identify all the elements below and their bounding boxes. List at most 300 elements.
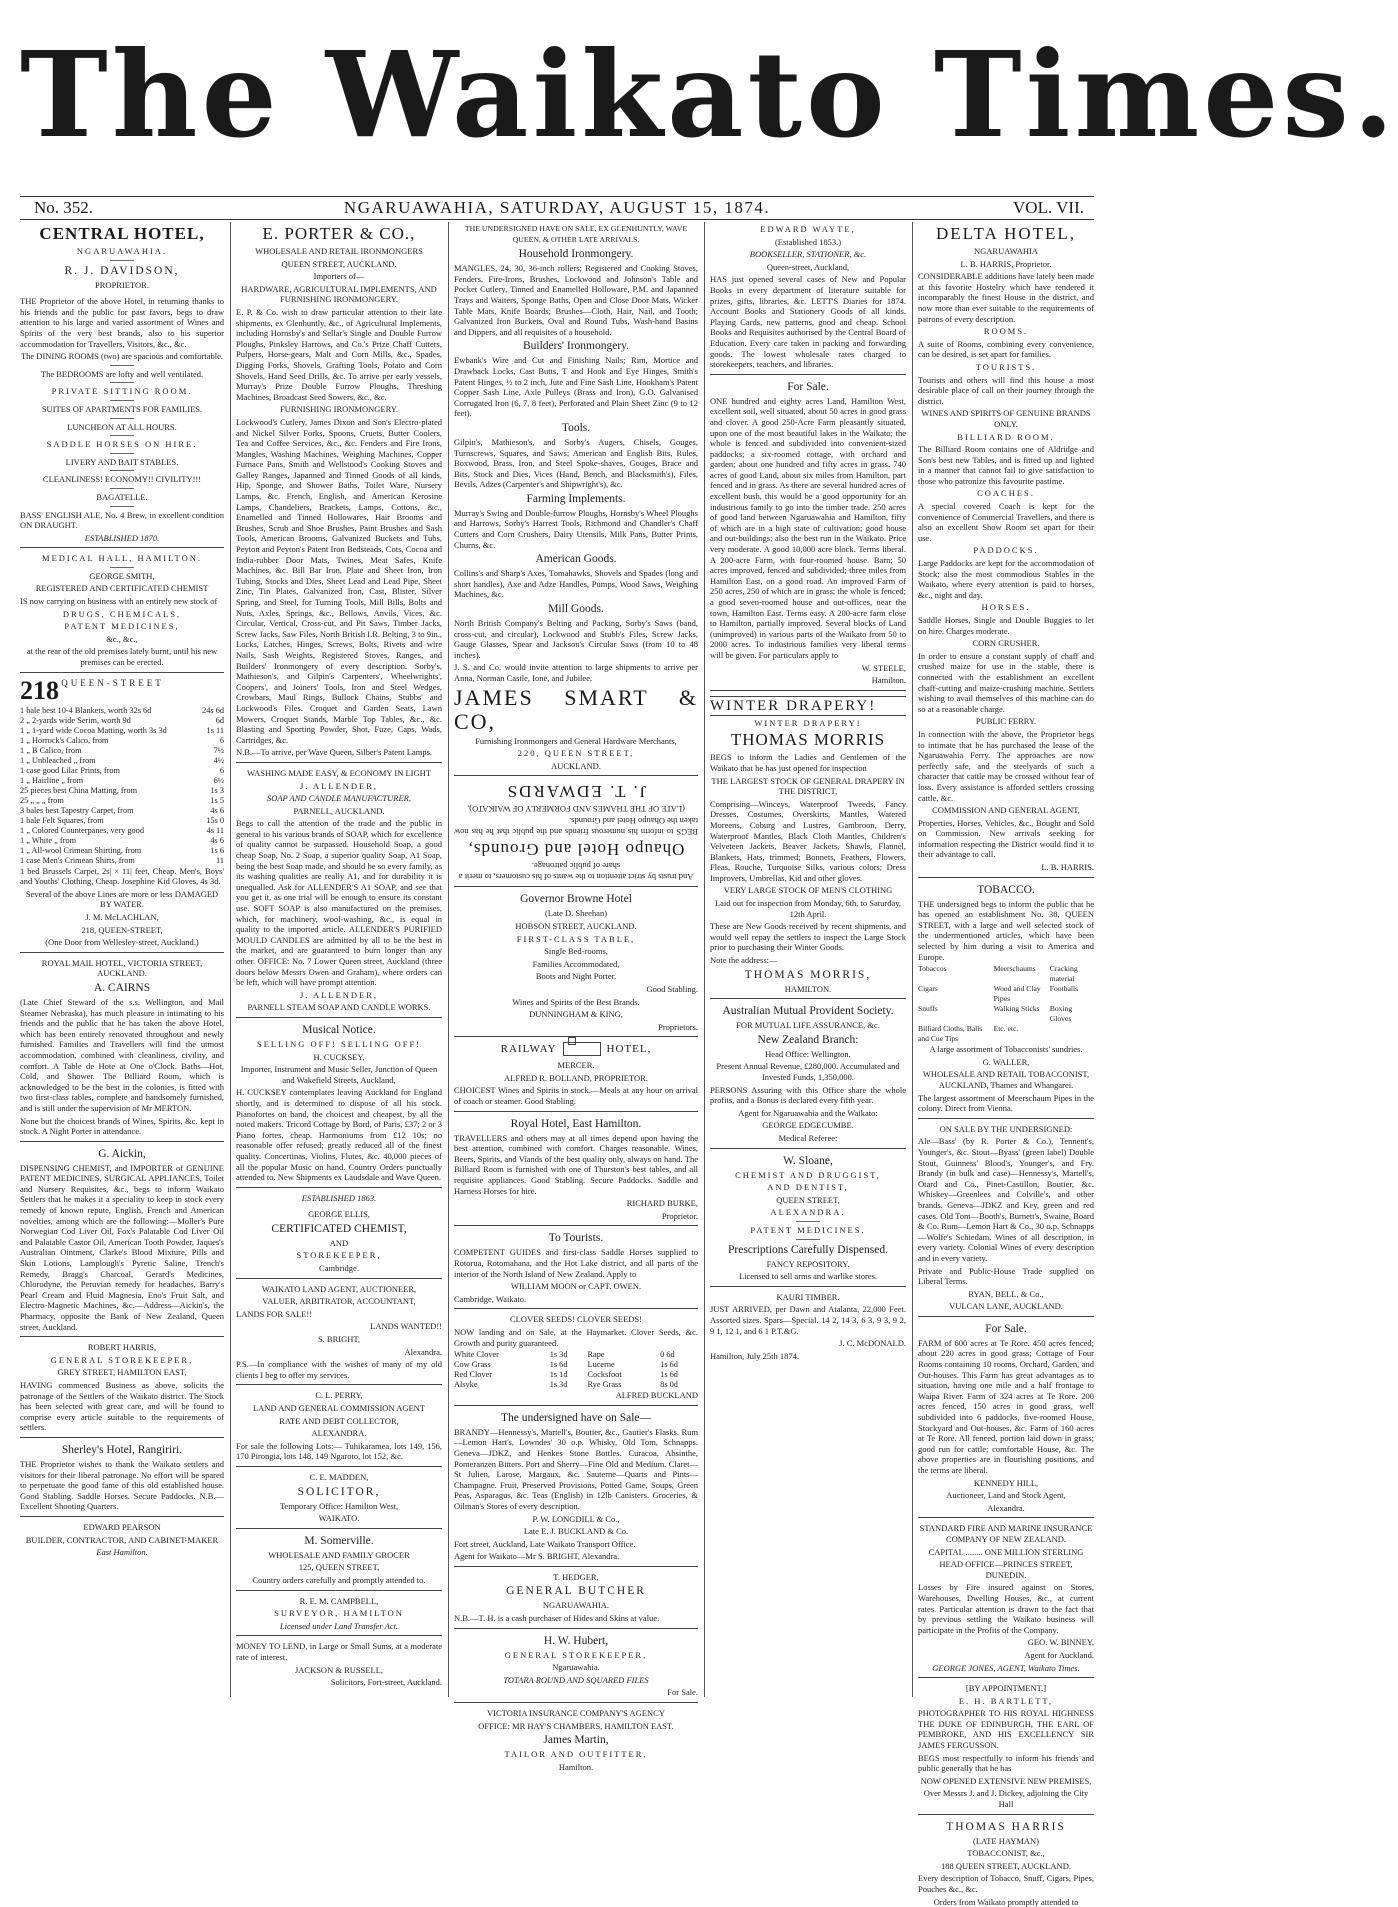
- morris-town: HAMILTON.: [784, 983, 832, 994]
- smith-body: IS now carrying on business with an entirely new stock of: [20, 596, 218, 607]
- central-hotel-established: ESTABLISHED 1870.: [84, 532, 160, 543]
- sloane-patent: PATENT MEDICINES.: [750, 1224, 866, 1235]
- wayte-name: EDWARD WAYTE,: [760, 224, 856, 234]
- sloane-dentist: AND DENTIST,: [767, 1182, 849, 1193]
- builders-body: Ewbank's Wire and Cut and Finishing Nails; Rim, Mortice and Drawback Locks, Cast Butts, T and Hook and Eye Hinges, Smith's Patent Hinges, ½ to 2 inch, Jute and Fine Sash Line, Hookham's Patent Copper Sash Line, Axle Pulleys (Brass and Iron), G.O. Galvanised Corrugated Iron (6, 7, 8 feet), Perforated and Plain Sheet Zinc (9 to 12 feet).: [454, 355, 698, 419]
- issue-date: NGARUAWAHIA, SATURDAY, AUGUST 15, 1874.: [343, 198, 771, 217]
- queen-street-row-cell: 1 „ All-wool Crimean Shirting, from: [20, 845, 142, 855]
- browne-address: HOBSON STREET, AUCKLAND.: [515, 920, 637, 931]
- royal-mail-heading: ROYAL MAIL HOTEL, VICTORIA STREET, AUCKLAND.: [41, 957, 203, 979]
- for-sale-town: Hamilton.: [871, 675, 906, 686]
- money-solicitors: Solicitors, Fort-street, Auckland.: [330, 1677, 442, 1688]
- james-smart-town: AUCKLAND.: [551, 760, 601, 771]
- queen-street-row-cell: 15s 0: [206, 815, 224, 825]
- delta-rooms-heading: ROOMS.: [983, 326, 1029, 337]
- american-heading: American Goods.: [535, 553, 617, 566]
- central-hotel-private: PRIVATE SITTING ROOM.: [51, 386, 193, 397]
- clover-row-cell: 1s 3d: [549, 1350, 568, 1360]
- pearson-address: East Hamilton.: [96, 1547, 148, 1558]
- queen-street-number: 218: [20, 675, 59, 705]
- hubert-for-sale: For Sale.: [667, 1687, 698, 1698]
- brady-agent: Agent for Waikato—Mr S. BRIGHT, Alexandra.: [454, 1551, 620, 1562]
- central-hotel-town: NGARUAWAHIA.: [76, 246, 168, 256]
- railway-body: CHOICEST Wines and Spirits in stock.—Meals at any hour on arrival of coach or steamer. Good Stabling.: [454, 1085, 698, 1107]
- perry-name: C. L. PERRY,: [315, 1390, 363, 1401]
- central-hotel-role: PROPRIETOR.: [95, 279, 149, 290]
- farm-role: Auctioneer, Land and Stock Agent,: [946, 1490, 1066, 1501]
- tobacco-row-cell: Cigars: [918, 984, 938, 994]
- campbell-role: SURVEYOR, HAMILTON: [274, 1608, 404, 1619]
- waller-role: WHOLESALE AND RETAIL TOBACCONIST, AUCKLAND, Thames and Whangarei.: [922, 1069, 1090, 1090]
- delta-billiard-heading: BILLIARD ROOM.: [957, 431, 1055, 442]
- kauri-signature: J. C. McDONALD.: [839, 1338, 906, 1349]
- queen-street-row-cell: 1 „ 1-yard wide Cocoa Matting, worth 3s 3d: [20, 725, 167, 735]
- waller-name: G. WALLER,: [982, 1056, 1030, 1067]
- thomas-harris-name: THOMAS HARRIS: [946, 1820, 1066, 1833]
- queen-street-row: [20, 796, 224, 806]
- locomotive-icon: [563, 1042, 601, 1056]
- perry-role: LAND AND GENERAL COMMISSION AGENT: [252, 1403, 426, 1413]
- amp-heading: Australian Mutual Provident Society.: [722, 1005, 894, 1018]
- music-selling-off: SELLING OFF! SELLING OFF!: [256, 1038, 422, 1049]
- smith-name: GEORGE SMITH,: [89, 570, 155, 581]
- cucksey-name: H. CUCKSEY,: [313, 1051, 365, 1062]
- tobacco-row-cell: Snuffs: [918, 1004, 938, 1014]
- amp-income: Present Annual Revenue, £280,000. Accumulated and Invested Funds, 1,350,000.: [716, 1061, 900, 1082]
- household-heading: Household Ironmongery.: [518, 248, 634, 261]
- clover-row: [454, 1350, 698, 1360]
- column-rule: [448, 222, 449, 1697]
- delta-ferry: In connection with the above, the Proprietor begs to intimate that he has purchased the lease of the Ngaruawahia Ferry. The approaches are now perfectly safe, and the steelyards of such a character that cattle may be crossed without fear of loss. Every assistance is afforded settlers crossing cattle, &c.: [918, 728, 1094, 803]
- perry-town: ALEXANDRA.: [311, 1428, 367, 1439]
- queen-street-row-cell: 24s 6d: [202, 705, 224, 715]
- bartlett-tail: BEGS most respectfully to inform his friends and public generally that he has: [918, 1752, 1094, 1774]
- clover-row-cell: 1s 6d: [660, 1370, 678, 1380]
- morris-signature: THOMAS MORRIS,: [744, 968, 872, 981]
- martin-name: James Martin,: [543, 1734, 609, 1747]
- queen-street-row-cell: 1s 6: [210, 845, 224, 855]
- bright-wanted: LANDS WANTED!!: [370, 1321, 442, 1332]
- delta-horses-heading: HORSES.: [981, 602, 1031, 613]
- ellis-storekeeper: STOREKEEPER,: [296, 1250, 382, 1261]
- browne-wines: Wines and Spirits of the Best Brands.: [512, 996, 640, 1007]
- hubert-name: H. W. Hubert,: [543, 1634, 609, 1647]
- sloane-town: ALEXANDRA.: [770, 1207, 846, 1218]
- sloane-fancy: FANCY REPOSITORY.: [766, 1258, 850, 1269]
- delta-corn: In order to ensure a constant supply of chaff and crushed maize for use in the stable, there is connected with the establishment an excellent chaff-cutting and maize-crushing machine. Settlers wishing to avail themselves of this machine can do so at a reasonable charge.: [918, 650, 1094, 714]
- smith-role: REGISTERED AND CERTIFICATED CHEMIST: [35, 583, 209, 594]
- robert-harris-body: HAVING commenced Business as above, solicits the patronage of the Settlers of the Waikato district. The Stock has been selected with great care, and will be found to comprise every article suitable to the requirements of settlers.: [20, 1379, 224, 1433]
- delta-tourists-heading: TOURISTS.: [975, 361, 1037, 372]
- pearson-name: EDWARD PEARSON: [83, 1521, 161, 1532]
- thomas-harris-late: (LATE HAYMAN): [972, 1835, 1040, 1846]
- farm-signature: KENNEDY HILL,: [973, 1477, 1039, 1488]
- porter-body: E. P. & Co. wish to draw particular attention to their late shipments, ex Glenhuntly, &c., of Agricultural Implements, including Hornsby's and Sellar's Single and Double Furrow Ploughs, Pinksley Harrows, and Co.'s Prize Chaff Cutters, Pulpers, Horse-gears, Malt and Corn Mills, &c., Spades, Digging Forks, Shovels, Grafting Tools, Potato and Corn Shovels, Hand Seed Drills, &c. To arrive per early vessels, Murray's Prize Double Furrow Ploughs, Threshing Machines, Broadcast Seed Sowers, &c., &c.: [236, 306, 442, 402]
- issue-number: No. 352.: [34, 198, 94, 217]
- ohaupo-tail: And trusts by strict attention to the wants of his customers, to merit a share of public patronage.: [458, 861, 694, 883]
- tobacco-row: [918, 1024, 1094, 1044]
- railway-proprietor: ALFRED R. BOLLAND, PROPRIETOR.: [504, 1072, 648, 1083]
- wayte-established: (Established 1853.): [774, 236, 842, 247]
- james-smart-subheading: Furnishing Ironmongers and General Hardware Merchants,: [475, 735, 677, 746]
- newspaper-title: The Waikato Times.: [20, 25, 1398, 164]
- porter-address: QUEEN STREET, AUCKLAND.: [281, 258, 397, 269]
- tobacco-row-cell: Walking Sticks: [993, 1004, 1040, 1014]
- ellis-and: AND: [329, 1237, 349, 1248]
- hedger-town: NGARUAWAHIA.: [542, 1600, 610, 1611]
- amp-branch: New Zealand Branch:: [757, 1033, 859, 1046]
- central-hotel-suites: SUITES OF APARTMENTS FOR FAMILIES.: [41, 403, 203, 414]
- wayte-body: HAS just opened several cases of New and Popular Books in every department of literature suitable for prizes, gifts, libraries, &c. LETT'S Diaries for 1874. Account Books and Stationery Goods of all kinds. Playing Cards, new patterns, good and cheap. School Books and Requisites authorised by the Central Board of Education. Every care taken in packing and forwarding goods. The lowest wholesale rates charged to storekeepers, teachers, and libraries.: [710, 274, 906, 370]
- delta-coaches-heading: COACHES.: [977, 488, 1035, 499]
- brady-body: BRANDY—Hennessy's, Martell's, Boutier, &c., Gautier's Flasks. Rum—Lemon Hart's, Lowndes' 30 o.p. Whisky, Old Tom, Schnapps. Geneva—JDKZ, and Henkes Stone Bottles. Curacoa, Absinthe, Pomeranzen Bitters. Port and Sherry—Fine Old and Medium. Claret—St Julien, Larose, Margaux, &c. Sauterne—Quarts and Pints—Champagne. Fruit, Preserved Provisions, Potted Game, Soups, Green Peas, Asparagus, &c. Teas (English) in 12lb Canisters. Groceries, & Oilman's Stores of every description.: [454, 1426, 698, 1511]
- clover-row: [454, 1360, 698, 1370]
- brady-late: Late E. J. BUCKLAND & Co.: [523, 1526, 629, 1537]
- aickin-body: DISPENSING CHEMIST, and IMPORTER of GENUINE PATENT MEDICINES, SURGICAL APPLIANCES, Toilet and Nursery Requisites, &c., begs to inform Waikato Settlers that he makes it a speciality to keep in stock every remedy of known repute, English, French and American novelties, among which are the following:—Moller's Pure Norwegian Cod Liver Oil, Fox's Palatable Cod Liver Oil and Palatable Castor Oil, American Tooth Powder, Jaques's Australian Ointment, Clarke's Blood Mixture, Pills and Skin Lotions, Lamplough's Pyretic Saline, Trench's Remedy, Bragg's Charcoal, Gerard's Medicines, Chlorodyne, the Peruvian remedy for headaches, Barry's Pearl Cream and Fluid Magnesia, Eno's Fruit Salt, and Electro-Magnetic Machines, &c.—Address—Aickin's, the Pharmacy, opposite the Bank of New Zealand, Queen street, Auckland.: [20, 1162, 224, 1332]
- queen-street-row-cell: 4s 6: [210, 835, 224, 845]
- cucksey-role: Importer, Instrument and Music Seller, Junction of Queen and Wakefield Streets, Auckland,: [240, 1064, 438, 1085]
- delta-body: CONSIDERABLE additions have lately been made at this favorite Hostelry which have rendered it incomparably the finest House in the district, and now more than ever suitable to the requirements of patrons of every description.: [918, 271, 1094, 324]
- delta-ferry-heading: PUBLIC FERRY.: [975, 716, 1037, 727]
- standard-signature: GEO. W. BINNEY,: [1027, 1637, 1094, 1648]
- on-sale-heading: ON SALE BY THE UNDERSIGNED:: [939, 1123, 1073, 1134]
- clover-row-cell: 1s 3d: [549, 1380, 568, 1390]
- delta-rooms: A suite of Rooms, combining every convenience, can be desired, is set apart for families.: [918, 338, 1094, 360]
- money-body: MONEY TO LEND, in Large or Small Sums, at a moderate rate of interest.: [236, 1641, 442, 1662]
- central-hotel-saddle: SADDLE HORSES ON HIRE.: [46, 439, 198, 450]
- railway-town: MERCER.: [557, 1060, 595, 1071]
- wayte-address: Queen-street, Auckland,: [766, 261, 850, 272]
- railway-hotel-label: HOTEL,: [606, 1042, 652, 1055]
- queen-street-row-cell: 1 „ Unbleached „ from: [20, 755, 96, 765]
- railway-hotel-banner: [454, 1042, 698, 1056]
- clover-row-cell: 0 6d: [660, 1350, 675, 1360]
- on-sale-tail: Private and Public-House Trade supplied on Liberal Terms.: [918, 1265, 1094, 1287]
- morris-list: Comprising—Winceys, Waterproof Tweeds, Fancy Dresses, Costumes, Overskirts, Mantles, Watered Moreens, Coburg and Lustres, Gambroon, Derry, Waterproof Mantles, Black Cloth Mantles, Children's Velveteen Jackets, Beaver Jackets, Shawls, Flannel, Blankets, Hats, trimmed; Bonnets, Feathers, Flowers, Fleas, Rouche, Turquoise Silks, various colors; Dress Improvers, Umbrellas, Kid and other gloves.: [710, 798, 906, 883]
- column-1: [20, 224, 224, 1696]
- clover-row-cell: Rape: [587, 1350, 605, 1360]
- allender-name: J. ALLENDER,: [299, 780, 379, 791]
- porter-importers: Importers of—: [313, 271, 365, 282]
- martin-town: Hamilton.: [558, 1761, 594, 1772]
- amp-agent: Agent for Ngaruawahia and the Waikato:: [738, 1107, 878, 1118]
- perry-body: For sale the following Lots:— Tuhikaramea, lots 149, 156, 170 Pirongia, lots 148, 149 Ngaroto, lot 152, &c.: [236, 1440, 442, 1462]
- mclachlan-note: (One Door from Wellesley-street, Auckland.): [45, 937, 199, 948]
- queen-street-row-cell: 1 „ White „ from: [20, 835, 77, 845]
- morris-mens-clothing: VERY LARGE STOCK OF MEN'S CLOTHING: [723, 885, 893, 896]
- bartlett-opened: NOW OPENED EXTENSIVE NEW PREMISES,: [920, 1775, 1092, 1786]
- queen-street-row-cell: 1s 11: [206, 725, 224, 735]
- royal-hotel-body: TRAVELLERS and others may at all times depend upon having the best attention, combined with comfort. Charges reasonable. Wines, Beers, Spirits, and Viands of the best quality only, always on hand. The Billiard Room is furnished with one of Thurston's best tables, and all requisite appliances. Good Stabling. Secure Paddocks. Saddle and Harness Horses for hire.: [454, 1132, 698, 1196]
- ironmongery-notice: THE UNDERSIGNED HAVE ON SALE, EX GLENHUNTLY, WAVE QUEEN, & OTHER LATE ARRIVALS.: [464, 224, 688, 244]
- amp-agent-name: GEORGE EDGECUMBE.: [762, 1120, 854, 1131]
- kauri-date: Hamilton, July 25th 1874.: [710, 1350, 800, 1361]
- clover-row: [454, 1380, 698, 1390]
- central-hotel-ale: BASS' ENGLISH ALE, No. 4 Brew, in excellent condition ON DRAUGHT.: [20, 509, 224, 531]
- delta-proprietor: L. B. HARRIS, Proprietor.: [960, 258, 1052, 269]
- somerville-address: 125, QUEEN STREET,: [298, 1562, 380, 1573]
- tobacco-row-cell: Billiard Cloths, Balls and Cue Tips: [918, 1024, 983, 1044]
- madden-office: Temporary Office: Hamilton West,: [279, 1500, 399, 1511]
- brady-signature: P. W. LONGDILL & Co.,: [532, 1513, 620, 1524]
- cucksey-body: H. CUCKSEY contemplates leaving Auckland for England shortly, and is determined to dispose of all his stock. Pianofortes on hand, the choicest and cheapest, by all the noted makers. Tricord Cottage by Bord, of Paris, £37; 2 or 3 Piano fortes, cheap. Harmoniums from £12 10s; no reasonable offer refused; greatly reduced all of the finest quality. Concertinas, Violins, Flutes, &c. 40,000 pieces of all the popular Music on hand. Country Orders punctually attended to. New Shipments ex Laudsdale and Wave Queen.: [236, 1087, 442, 1183]
- central-hotel-bagatelle: BAGATELLE.: [96, 491, 148, 502]
- victoria-heading: VICTORIA INSURANCE COMPANY'S AGENCY: [487, 1708, 665, 1719]
- tobacco-row-cell: Etc. etc.: [993, 1024, 1019, 1034]
- madden-name: C. E. MADDEN,: [309, 1471, 369, 1482]
- browne-heading: Governor Browne Hotel: [520, 893, 632, 906]
- hedger-name: T. HEDGER,: [553, 1571, 599, 1582]
- clover-row: [454, 1370, 698, 1380]
- clover-row-cell: White Clover: [454, 1350, 499, 1360]
- farm-heading: For Sale.: [985, 1322, 1027, 1335]
- bartlett-appointment: [BY APPOINTMENT.]: [965, 1683, 1047, 1694]
- farming-heading: Farming Implements.: [526, 492, 626, 505]
- queen-street-row-cell: 1 case good Lilac Prints, from: [20, 765, 121, 775]
- queen-street-row-cell: 4s 11: [206, 825, 224, 835]
- bartlett-body: PHOTOGRAPHER TO HIS ROYAL HIGHNESS THE DUKE OF EDINBURGH, THE EARL OF PEMBROKE, AND HIS EXCELLENCY SIR JAMES FERGUSSON.: [918, 1708, 1094, 1751]
- clover-body: NOW landing and on Sale, at the Haymarket. Clover Seeds, &c. Growth and purity guaranteed.: [454, 1326, 698, 1348]
- browne-stabling: Good Stabling.: [646, 983, 698, 994]
- queen-street-row-cell: 6d: [215, 715, 224, 725]
- delta-hotel-heading: DELTA HOTEL,: [935, 224, 1077, 243]
- morris-note: These are New Goods received by recent shipments, and would well repay the settlers to inspect the Large Stock prior to purchasing their Winter Goods.: [710, 921, 906, 953]
- queen-street-row: [20, 716, 224, 726]
- central-hotel-luncheon: LUNCHEON AT ALL HOURS.: [67, 421, 177, 432]
- standard-agent-for: Agent for Auckland.: [1024, 1649, 1094, 1660]
- central-hotel-heading: CENTRAL HOTEL,: [39, 224, 205, 243]
- music-heading: Musical Notice.: [302, 1023, 376, 1036]
- queen-street-row-cell: 6: [219, 735, 224, 745]
- clover-row-cell: 1s 6d: [549, 1360, 568, 1370]
- tobacco-row-cell: [1050, 1024, 1094, 1044]
- american-body: Collins's and Sharp's Axes, Tomahawks, Shovels and Spades (long and short handles), Axe and Adze Handles, Pumps, Wood Saws, Weighing Machines, &c.: [454, 568, 698, 600]
- clover-signature: ALFRED BUCKLAND: [615, 1390, 698, 1401]
- medical-hall-heading: MEDICAL HALL, HAMILTON.: [42, 553, 202, 564]
- morris-inspection: Laid out for inspection from Monday, 6th, to Saturday, 12th April.: [714, 898, 902, 919]
- for-sale-signature: W. STEELE,: [861, 662, 906, 673]
- allender-body: Begs to call the attention of the trade and the public in general to his various brands of SOAP, which for excellence of quality cannot be surpassed. Household Soap, a good cheap Soap, No. 2 Soap, a superior quality Soap, A1 Soap, being the best Soap made, and should be so every family, as its washing qualities are really A1, and for durability it is unequalled. Ask for ALLENDER'S A1 SOAP, and see that you get it, as one trial will be enough to ensure its constant use. SOFT SOAP is also manufactured on the premises, which, for machinery, wool-washing, &c., is equal in quality to the imported article. ALLENDER'S PURIFIED MOULD CANDLES are admitted by all to be the best in the market, and are guaranteed to burn longer than any other. OFFICE: No. 7 Lower Queen street, Auckland (three doors below Messrs Owen and Graham), where orders can be left, which will have prompt attention.: [236, 818, 442, 988]
- queen-street-row-cell: 6: [219, 765, 224, 775]
- morris-stock: THE LARGEST STOCK OF GENERAL DRAPERY IN THE DISTRICT,: [711, 775, 905, 797]
- queen-street-row-cell: 7½: [213, 745, 224, 755]
- amp-body: PERSONS Assuring with this Office share the whole profits, and a Bonus is declared every fifth year.: [710, 1084, 906, 1106]
- mill-tail: J. S. and Co. would invite attention to large shipments to arrive per Anna, Norman Castle, Ione, and Jubilee.: [454, 662, 698, 683]
- queen-street-row: [20, 766, 224, 776]
- porter-furnishing: Lockwood's Cutlery, James Dixon and Son's Electro-plated and Nickel Silver Forks, Spoons, Cruets, Butter Coolers, Tea and Coffee Services, &c., &c. Fenders and Fire Irons, Mangles, Washing Machines, Weighing Machines, Copper Furnace Pans, Smith and Wellstood's Cooking Stoves and Galley Ranges, Japanned and Tinned Goods of all kinds, Hip, Sponge, and Shower Baths, Toilet Ware, Nursery Lamps, &c. French, English, and American Kerosine Lamps, Chandeliers, Brackets, Lamps, Cottons, &c., Enamelled and Tinned Hollowares, Hair Brooms and Brushes, Scrub and Shoe Brushes, Paint Brushes and Sash Tools, American Brooms, Galvanized Buckets and Tubs, Peyton and Peyton's Patent Iron Bedsteads, Cots, Cocoa and India-rubber Door Mats, Twines, Meat Safes, Knife Machines, &c. Bill Bar Iron, Plate and Sheet Iron, Iron Tubing, Stocks and Dies, Sheet Lead and Lead Pipe, Sheet Zinc, Tin Plates, Galvanized Iron, Cast, Blister, Silver Spring, and Steel, for Turning Tools, Mill Bills, Bolts and Nuts, Axles, Springs, &c., Bellows, Anvils, Vices, &c. Circular, Vertical, Cross-cut, and Pit Saws, Timber Jacks, Screw Jacks, Saw Files, North British I.R. Belting, 3 to 9in., Locks, Latches, Hinges, Screws, Bolts, Rivets and wire Nails, Sash Weights, Registered Stoves, Ranges, and Builders' Ironmongery of every description. Sorby's, Mathieson's, and Gilpin's Carpenters', Wheelwrights', Coopers', and Joiners' Tools, Iron and Steel Wedges, Crowbars, Maul Rings, Bullock Chains, Stubbs' and Lockwood's Files. Croquet and Garden Seats, Lawn Mowers, Croquet Stands, Marble Top Tables, &c., &c. Blasting and Sporting Powder, Shot, Fuze, Caps, Wads, Cartridges, &c.: [236, 416, 442, 745]
- ohaupo-late: (LATE OF THE THAMES AND FORMERLY OF WAIKATO),: [467, 803, 685, 814]
- standard-heading: STANDARD FIRE AND MARINE INSURANCE COMPANY OF NEW ZEALAND.: [919, 1523, 1093, 1544]
- queen-street-row-cell: 25 pieces best China Matting, from: [20, 785, 138, 795]
- robert-harris-role: GENERAL STOREKEEPER,: [50, 1354, 194, 1365]
- allender-heading: WASHING MADE EASY, & ECONOMY IN LIGHT: [247, 767, 431, 778]
- james-smart-address: 220, QUEEN STREET,: [517, 748, 635, 759]
- queen-street-name: QUEEN-STREET: [61, 677, 164, 688]
- queen-street-row: [20, 706, 224, 716]
- queen-street-row-cell: 1s 5: [210, 795, 224, 805]
- household-body: MANGLES, 24, 30, 36-inch rollers; Registered and Cooking Stoves, Fenders, Fire-Irons, Brushes, Lockwood and Johnson's Table and Pocket Cutlery, Tinned and Enamelled Holloware, P.M. and Japanned Trays and Waiters, Sponge Baths, Open and Close Door Mats, Wicker Table Mats, Knife Boards; Brushes—Cloth, Hair, Nail, and Tooth; Galvanized Iron Buckets, Oval and Round Tubs, Wash-hand Basins and Dippers, and all requisites of a household.: [454, 263, 698, 337]
- clover-row-cell: Cocksfoot: [587, 1370, 622, 1380]
- amp-subheading: FOR MUTUAL LIFE ASSURANCE, &c.: [736, 1020, 880, 1031]
- column-3: [454, 224, 698, 1772]
- cairns-body: (Late Chief Steward of the s.s. Wellington, and Mail Steamer Nebraska), has much pleasure in intimating to his friends and the public that he has taken the above Hotel, which has been entirely renovated throughout and newly furnished. Families and Travellers will find the utmost accommodation, combined with cleanliness, civility, and comfort. A Table de Hote at One o'Clock. Baths—Hot, Cold, and Shower. The Billiard Room, which is acknowledged to be the best in the colonies, is fitted with two first-class tables, complete and handsomely furnished, and is still under the supervision of Mr MERTON.: [20, 996, 224, 1113]
- wayte-role: BOOKSELLER, STATIONER, &c.: [749, 249, 867, 260]
- smith-etc: &c., &c.,: [106, 633, 138, 644]
- bartlett-name: E. H. BARTLETT,: [958, 1695, 1054, 1706]
- standard-agent: GEORGE JONES, AGENT, Waikato Times.: [932, 1662, 1080, 1673]
- central-hotel-bedrooms: The BEDROOMS are lofty and well ventilated.: [40, 368, 204, 379]
- thomas-harris-address: 188 QUEEN STREET, AUCKLAND.: [941, 1860, 1071, 1871]
- queen-street-row: [20, 846, 224, 856]
- tourists-signature: WILLIAM MOON or CAPT. OWEN.: [510, 1281, 642, 1292]
- somerville-body: Country orders carefully and promptly attended to.: [252, 1574, 426, 1585]
- for-sale-body: ONE hundred and eighty acres Land, Hamilton West, excellent soil, well situated, about 50 acres in good grass and clover. A good 250-Acre Farm pleasantly situated, upon one of the most beautiful lakes in the Waikato; the whole is fenced and subdivided into convenient-sized paddocks; a six-roomed cottage, with orchard and garden; about one hundred and fifty acres in grass. 740 acres of good Land, about six miles from Hamilton, part fenced and in grass. As there are several hundred acres of excellent bush, this would be a good opportunity for an industrious family to go into the timber trade. 250 acres of good land between Ngaruawahia and Hamilton, fifty of which are in a high state of cultivation; good house and out-buildings; also the best run in the Waikato. Price very moderate. A good 10,000 acre block. Terms liberal. A 200-acre Farm, with four-roomed house. Barn; 50 acres improved, fenced and subdivided; three miles from Hamilton East, on a good road. An improved Farm of 250 acres, 250 of which are in grass; the whole is fenced; a good seven-roomed house and out-offices, near the town, Hamilton East. Terms easy. A 200-acre farm close to Hamilton, partially improved. Several blocks of Land (unimproved) in various parts of the Waikato from 50 to 2000 acres. To industrious families very liberal terms will be given. For particulars apply to: [710, 395, 906, 660]
- queen-street-row-cell: 2 „ 2-yards wide Serim, worth 9d: [20, 715, 131, 725]
- porter-heading: E. PORTER & CO.,: [262, 224, 416, 243]
- queen-street-row-cell: 1 bale Felt Squares, from: [20, 815, 104, 825]
- tobacco-tail: A large assortment of Tobacconists' sundries.: [929, 1044, 1083, 1055]
- kauri-heading: KAURI TIMBER.: [776, 1291, 840, 1302]
- browne-boots: Boots and Night Porter.: [535, 971, 617, 982]
- sherley-body: THE Proprietor wishes to thank the Waikato settlers and visitors for their liberal patronage. No effort will be spared to perpetuate the good fame of this old established house. Good Stabling. Saddle Horses. Secure Paddocks. N.B.—Excellent Shooting Quarters.: [20, 1458, 224, 1512]
- winter-drapery-heading: WINTER DRAPERY!: [710, 696, 906, 716]
- bright-town: Alexandra.: [404, 1346, 442, 1357]
- ohaupo-body: BEGS to inform his numerous friends and the public that he has now taken the Ohaupo Hotel and Grounds.: [454, 816, 698, 838]
- tools-heading: Tools.: [561, 421, 591, 434]
- tobacco-row: [918, 1004, 1094, 1024]
- queen-street-row-cell: 1 bale best 10-4 Blankets, worth 32s 6d: [20, 705, 152, 715]
- builders-heading: Builders' Ironmongery.: [522, 340, 630, 353]
- aickin-name: G. Aickin,: [98, 1147, 146, 1160]
- hedger-nb: N.B.—T. H. is a cash purchaser of Hides and Skins at value.: [454, 1613, 660, 1624]
- victoria-office: OFFICE: MR HAY'S CHAMBERS, HAMILTON EAST.: [478, 1720, 674, 1731]
- winter-drapery-sub: WINTER DRAPERY!: [754, 717, 862, 728]
- queen-street-row: [20, 746, 224, 756]
- column-2: [236, 224, 442, 1696]
- tobacco-row-cell: Wood and Clay Pipes: [993, 984, 1041, 1004]
- porter-lines: HARDWARE, AGRICULTURAL IMPLEMENTS, AND FURNISHING IRONMONGERY.: [241, 283, 437, 305]
- hedger-role: GENERAL BUTCHER: [506, 1585, 646, 1598]
- sloane-arms: Licensed to sell arms and warlike stores.: [738, 1271, 878, 1282]
- queen-street-row-cell: 1 case Men's Crimean Shirts, from: [20, 855, 135, 865]
- farming-body: Murray's Swing and Double-furrow Ploughs, Hornsby's Wheel Ploughs and Harrows, Sorby's Harrest Tools, Richmond and Chandler's Chaff Cutters and Corn Crushers, Dairy Utensils, Milk Pans, Butter Prints, Churns, &c.: [454, 507, 698, 550]
- queen-street-row-cell: 1s 3: [210, 785, 224, 795]
- sloane-role: CHEMIST AND DRUGGIST,: [735, 1169, 881, 1180]
- kauri-body: JUST ARRIVED, per Dawn and Atalanta, 22,000 Feet. Assorted sizes. Spars—Special. 14 2, 14 3, 6 3, 9 3, 9 2, 9 1, 12 1, and 6 1 P.T.&G.: [710, 1304, 906, 1336]
- bright-name: S. BRIGHT,: [317, 1334, 361, 1345]
- central-hotel-dining: The DINING ROOMS (two) are spacious and comfortable.: [20, 351, 224, 362]
- ellis-established: ESTABLISHED 1863.: [301, 1192, 377, 1203]
- on-sale-body: Ale—Bass' (by R. Porter & Co.), Tennent's, Younger's, &c. Stout—Byass' (green label) Double Stout, Guinness' Blood's, Younger's, and Fry. Brandy (in bulk and case)—Hennessy's, Martell's, Otard and Co., Pinet-Castillon, Boutier, &c. Whiskey—Greenlees and Colville's, and other brands. Geneva—JDKZ and Key, green and red cases. Old Tom—Booth's, Burnett's, Swaine, Board & Co. Rum—Lemon Hart & Co., 30 o.p. Schnapps—Wolfe's Schiedam. Wines of all description, in every variety. Colonial Wines of every description and in every variety.: [918, 1136, 1094, 1263]
- queen-street-row-cell: 4s 6: [210, 805, 224, 815]
- tobacco-row-cell: Meerschaums: [993, 964, 1036, 974]
- standard-office: HEAD OFFICE—PRINCES STREET, DUNEDIN.: [939, 1559, 1073, 1580]
- central-hotel-body: THE Proprietor of the above Hotel, in returning thanks to his friends and the public for past favors, begs to draw attention to his large and varied assortment of Wines and Spirits of the very best brands, also to his superior accommodation for Travellers, Visitors, &c., &c.: [20, 296, 224, 349]
- tobacco-body: THE undersigned begs to inform the public that he has opened an establishment No. 38, QUEEN STREET, with a large and well selected stock of the undermentioned articles, which have been selected by him during a visit to America and Europe.: [918, 898, 1094, 962]
- hubert-role: GENERAL STOREKEEPER,: [504, 1649, 648, 1660]
- morris-address-label: Note the address:—: [710, 955, 778, 966]
- clover-row-cell: 1s 1d: [549, 1370, 568, 1380]
- queen-street-row: [20, 786, 224, 796]
- tobacco-row: [918, 984, 1094, 1004]
- brady-address: Fort street, Auckland, Late Waikato Transport Office.: [454, 1538, 636, 1549]
- browne-class: FIRST-CLASS TABLE,: [516, 933, 636, 944]
- delta-paddocks: Large Paddocks are kept for the accommodation of Stock; also the most commodious Stables in the Waikato, where every attention is paid to horses, &c., night and day.: [918, 558, 1094, 600]
- morris-body: BEGS to inform the Ladies and Gentlemen of the Waikato that he has just opened for inspection: [710, 752, 906, 773]
- edwards-name: J. T. EDWARDS: [505, 782, 647, 802]
- somerville-name: M. Somerville.: [304, 1534, 374, 1547]
- thomas-morris-heading: THOMAS MORRIS: [730, 730, 886, 750]
- allender-works: PARNELL STEAM SOAP AND CANDLE WORKS.: [247, 1002, 431, 1013]
- somerville-role: WHOLESALE AND FAMILY GROCER: [268, 1549, 410, 1560]
- for-sale-heading: For Sale.: [787, 380, 829, 393]
- brady-heading: The undersigned have on Sale—: [500, 1411, 652, 1424]
- delta-commission-heading: COMMISSION AND GENERAL AGENT,: [932, 805, 1080, 816]
- porter-subheading: WHOLESALE AND RETAIL IRONMONGERS: [255, 246, 423, 256]
- ohaupo-hotel-inverted-ad: [454, 781, 698, 882]
- browne-proprietors-role: Proprietors.: [658, 1021, 698, 1032]
- mill-heading: Mill Goods.: [548, 603, 604, 616]
- column-rule: [230, 222, 231, 1697]
- allender-trade: SOAP AND CANDLE MANUFACTURER,: [266, 793, 412, 804]
- clover-heading: CLOVER SEEDS! CLOVER SEEDS!: [510, 1314, 642, 1325]
- sloane-prescriptions: Prescriptions Carefully Dispensed.: [727, 1243, 888, 1256]
- delta-coaches: A special covered Coach is kept for the convenience of Commercial Travellers, and there is also an excellent Show Room set apart for their use.: [918, 501, 1094, 543]
- mclachlan-name: J. M. McLACHLAN,: [85, 912, 159, 922]
- dateline-bar: [20, 196, 1094, 220]
- amp-office: Head Office: Wellington.: [765, 1048, 851, 1059]
- queen-street-row: [20, 806, 224, 816]
- hubert-files: TOTARA ROUND AND SQUARED FILES: [503, 1674, 649, 1685]
- tobacco-row: [918, 964, 1094, 984]
- clover-row-cell: Lucerne: [587, 1360, 615, 1370]
- tourists-body: COMPETENT GUIDES and first-class Saddle Horses supplied to Rotorua, Rotomahana, and the Hot Lake district, and all parts of the interior of the North Island of New Zealand. Apply to: [454, 1247, 698, 1279]
- tools-body: Gilpin's, Mathieson's, and Sorby's Augers, Chisels, Gouges, Turnscrews, Squares, and Saws; American and English Bits, Rules, Boxwood, Brass, Iron, and Steel Spoke-shaves, Gouges, Brace and Bits, Stock and Dies, Vices (Hand, Bench, and Blacksmith's), Files, Bevils, Adzes (Carpenter's and Shipwright's), &c.: [454, 436, 698, 490]
- sherley-heading: Sherley's Hotel, Rangiriri.: [61, 1443, 183, 1456]
- allender-address: PARNELL, AUCKLAND.: [293, 805, 385, 816]
- royal-hotel-heading: Royal Hotel, East Hamilton.: [510, 1117, 642, 1130]
- queen-street-row-cell: 11: [216, 855, 224, 865]
- queen-street-row: [20, 856, 224, 866]
- smith-drugs: DRUGS, CHEMICALS,: [62, 608, 182, 619]
- tourists-heading: To Tourists.: [548, 1232, 604, 1245]
- mill-body: North British Company's Belting and Packing, Sorby's Saws (band, cross-cut, and circular), Lockwood and Stubb's Files, Screw Jacks, Gauge Glasses, Spear and Jackson's Circular Saws (from 10 to 48 inches).: [454, 618, 698, 660]
- waller-body: The largest assortment of Meerschaum Pipes in the colony. Direct from Vienna.: [918, 1092, 1094, 1114]
- amp-referee: Medical Referee:: [778, 1132, 838, 1143]
- robert-harris-address: GREY STREET, HAMILTON EAST,: [57, 1367, 187, 1378]
- smith-tail: at the rear of the old premises lately burnt, until his new premises can be erected.: [26, 646, 218, 668]
- mclachlan-address: 218, QUEEN-STREET,: [81, 924, 163, 935]
- clover-price-list: [454, 1350, 698, 1390]
- bright-heading: WAIKATO LAND AGENT, AUCTIONEER,: [261, 1283, 417, 1294]
- bright-for-sale: LANDS FOR SALE!!: [236, 1308, 313, 1319]
- delta-billiard: The Billiard Room contains one of Aldridge and Son's best new Tables, and is fitted up and lighted in a manner that cannot fail to give satisfaction to those who patronize this favourite pastime.: [918, 444, 1094, 486]
- tobacco-row-cell: Cracking material: [1049, 964, 1078, 984]
- railway-label: RAILWAY: [500, 1042, 557, 1055]
- browne-late: (Late D. Sheehan): [544, 908, 608, 919]
- delta-horses: Saddle Horses, Single and Double Buggies to let on hire. Charges moderate.: [918, 615, 1094, 636]
- farm-body: FARM of 600 acres at Te Rore. 450 acres fenced; about 220 acres in good grass; Cottage of Four Rooms containing 10 rooms, Orchard, Garden, and Out-houses. This Farm has great advantages as to situation, having one mile and a half frontage to Waipa River. Farm of 324 acres at Te Rore. 200 acres fenced, 150 acres in good grass, well subdivided into 6 paddocks, five-roomed House, Stockyard and Out-houses, &c. Farm of 160 acres at Te Rore. All fenced, portion laid down in grass; good run for cattle; comfortable House, &c. The above properties are in flourishing positions, and the terms are liberal.: [918, 1337, 1094, 1475]
- queen-street-damaged: Several of the above Lines are more or less DAMAGED BY WATER.: [25, 888, 219, 910]
- queen-street-price-list: [20, 706, 224, 866]
- queen-street-row-cell: 1 „ B Calico, from: [20, 745, 82, 755]
- cairns-tail: None but the choicest brands of Wines, Spirits, &c. kept in stock. A Night Porter in attendance.: [20, 1115, 224, 1137]
- ohaupo-hotel: Ohaupo Hotel and Grounds,: [467, 840, 685, 860]
- tobacco-heading: TOBACCO.: [977, 883, 1035, 896]
- queen-street-row-cell: 3 bales best Tapestry Carpet, from: [20, 805, 134, 815]
- pearson-role: BUILDER, CONTRACTOR, AND CABINET-MAKER: [25, 1534, 219, 1545]
- martin-role: TAILOR AND OUTFITTER,: [504, 1749, 648, 1760]
